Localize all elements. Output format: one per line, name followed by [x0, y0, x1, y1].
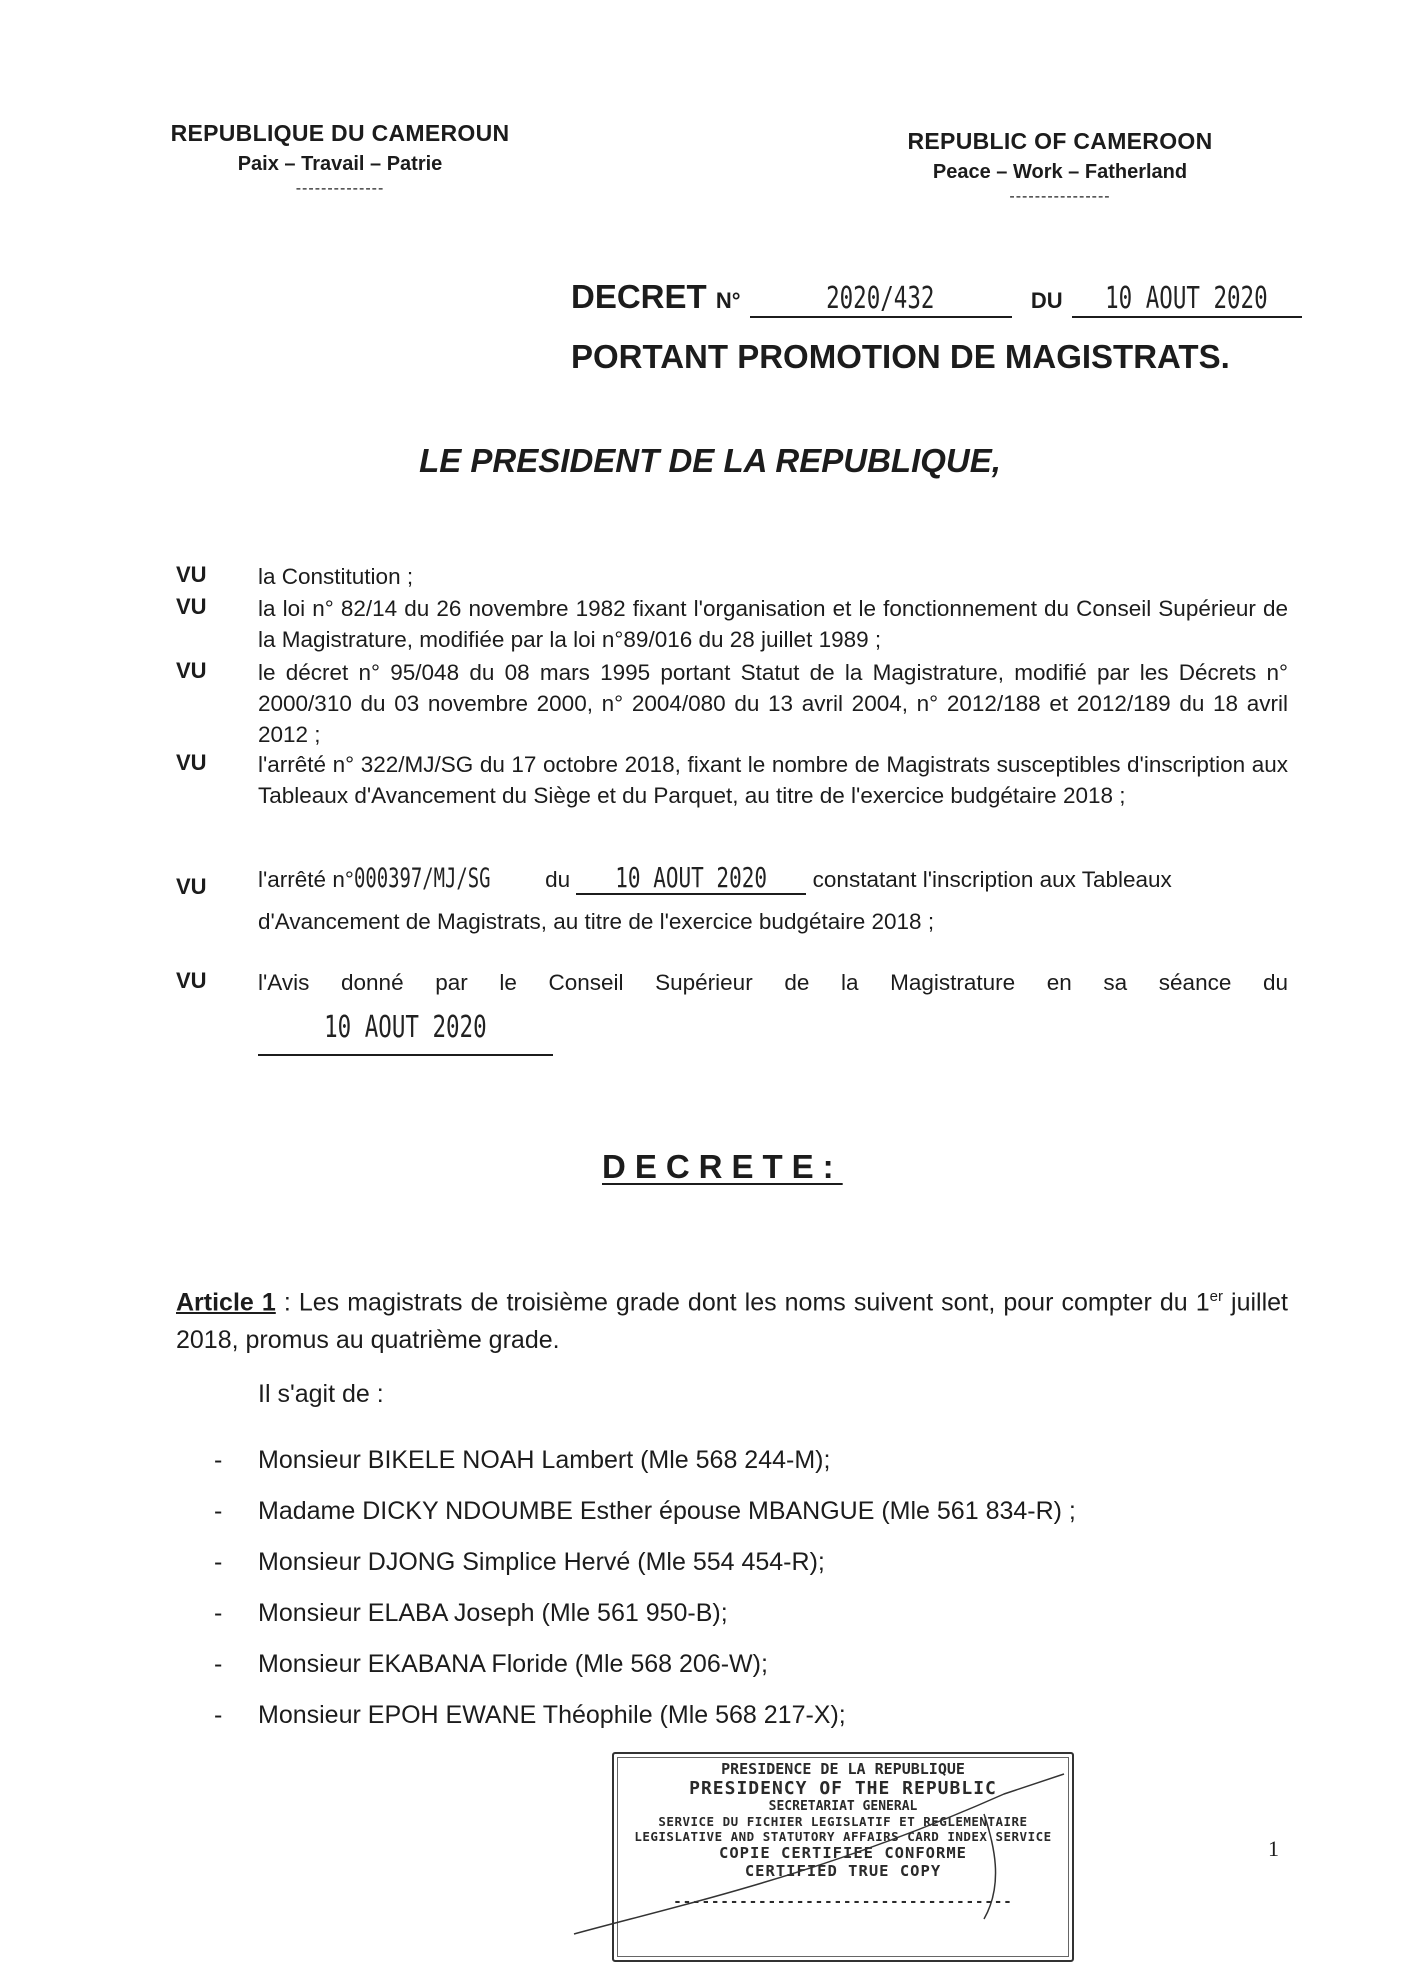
list-intro: Il s'agit de : — [258, 1380, 384, 1408]
vu-item: le décret n° 95/048 du 08 mars 1995 portant Statut de la Magistrature, modifié par les Décrets n° 2000/310 du 03 novembre 2000, n° 2004/080 du 13 avril 2004, n° 2012/188 et 2012/189 du 18 avril 2012 ; — [258, 660, 1288, 747]
vu-item: la Constitution ; — [258, 564, 414, 589]
arrete-number: 000397/MJ/SG — [353, 863, 491, 894]
decree-label: DECRET — [571, 278, 707, 315]
vu-label: VU — [176, 594, 207, 619]
du-label: DU — [1030, 288, 1063, 313]
decree-number: 2020/432 — [750, 281, 1012, 318]
vu-label: VU — [176, 562, 207, 587]
vu-item-avis: l'Avis donné par le Conseil Supérieur de la Magistrature en sa séance du — [258, 970, 1288, 995]
list-item: - Monsieur EKABANA Floride (Mle 568 206-W); — [214, 1650, 768, 1678]
list-item: - Monsieur EPOH EWANE Théophile (Mle 568 217-X); — [214, 1701, 846, 1729]
list-item: - Monsieur BIKELE NOAH Lambert (Mle 568 244-M); — [214, 1446, 831, 1474]
header-left — [160, 120, 520, 198]
certification-stamp: PRESIDENCE DE LA REPUBLIQUE PRESIDENCY OF THE REPUBLIC SECRETARIAT GENERAL SERVICE DU FICHIER LEGISLATIF ET REGLEMENTAIRE LEGISLATIVE AND STATUTORY AFFAIRS CARD INDEX SERVICE COPIE CERTIFIEE CONFORME CERTIFIED TRUE COPY ------------------------------------ — [612, 1752, 1074, 1962]
president-heading: LE PRESIDENT DE LA REPUBLIQUE, — [419, 442, 1001, 479]
header-separator: ---------------- — [1009, 188, 1111, 205]
vu-label: VU — [176, 750, 207, 775]
arrete-date: 10 AOUT 2020 — [576, 862, 806, 895]
motto-fr: Paix – Travail – Patrie — [237, 153, 443, 175]
vu-item: la loi n° 82/14 du 26 novembre 1982 fixant l'organisation et le fonctionnement du Conseil Supérieur de la Magistrature, modifiée par la loi n°89/016 du 28 juillet 1989 ; — [258, 596, 1288, 652]
vu-item: l'arrêté n° 322/MJ/SG du 17 octobre 2018, fixant le nombre de Magistrats susceptibles d'inscription aux Tableaux d'Avancement du Siège et du Parquet, au titre de l'exercice budgétaire 2018 ; — [258, 752, 1288, 808]
page-number: 1 — [1268, 1836, 1279, 1861]
vu-item-arrete: l'arrêté n°000397/MJ/SG du 10 AOUT 2020 constatant l'inscription aux Tableaux — [258, 861, 1172, 894]
decree-date: 10 AOUT 2020 — [1072, 281, 1302, 318]
vu-label: VU — [176, 874, 207, 899]
vu-label: VU — [176, 968, 207, 993]
header-right — [880, 128, 1240, 206]
signature-stroke-icon — [564, 1754, 1084, 1954]
article-1: Article 1 : Les magistrats de troisième grade dont les noms suivent sont, pour compter du 1er juillet 2018, promus au quatrième grade. — [176, 1288, 1288, 1355]
article-label: Article 1 — [176, 1288, 276, 1317]
list-item: - Monsieur DJONG Simplice Hervé (Mle 554 454-R); — [214, 1548, 825, 1576]
list-item: - Madame DICKY NDOUMBE Esther épouse MBANGUE (Mle 561 834-R) ; — [214, 1497, 1076, 1525]
decrete-heading: DECRETE: — [602, 1148, 843, 1185]
vu-item-arrete-line2: d'Avancement de Magistrats, au titre de l'exercice budgétaire 2018 ; — [258, 909, 935, 934]
header-separator: -------------- — [295, 180, 385, 197]
motto-en: Peace – Work – Fatherland — [932, 161, 1188, 183]
country-name-en: REPUBLIC OF CAMEROON — [907, 128, 1213, 154]
list-item: - Monsieur ELABA Joseph (Mle 561 950-B); — [214, 1599, 728, 1627]
vu-label: VU — [176, 658, 207, 683]
number-label: N° — [715, 288, 741, 313]
decree-subtitle: PORTANT PROMOTION DE MAGISTRATS. — [571, 338, 1230, 375]
country-name-fr: REPUBLIQUE DU CAMEROUN — [170, 120, 510, 146]
avis-date: 10 AOUT 2020 — [258, 1002, 553, 1056]
decree-title — [571, 278, 1302, 318]
